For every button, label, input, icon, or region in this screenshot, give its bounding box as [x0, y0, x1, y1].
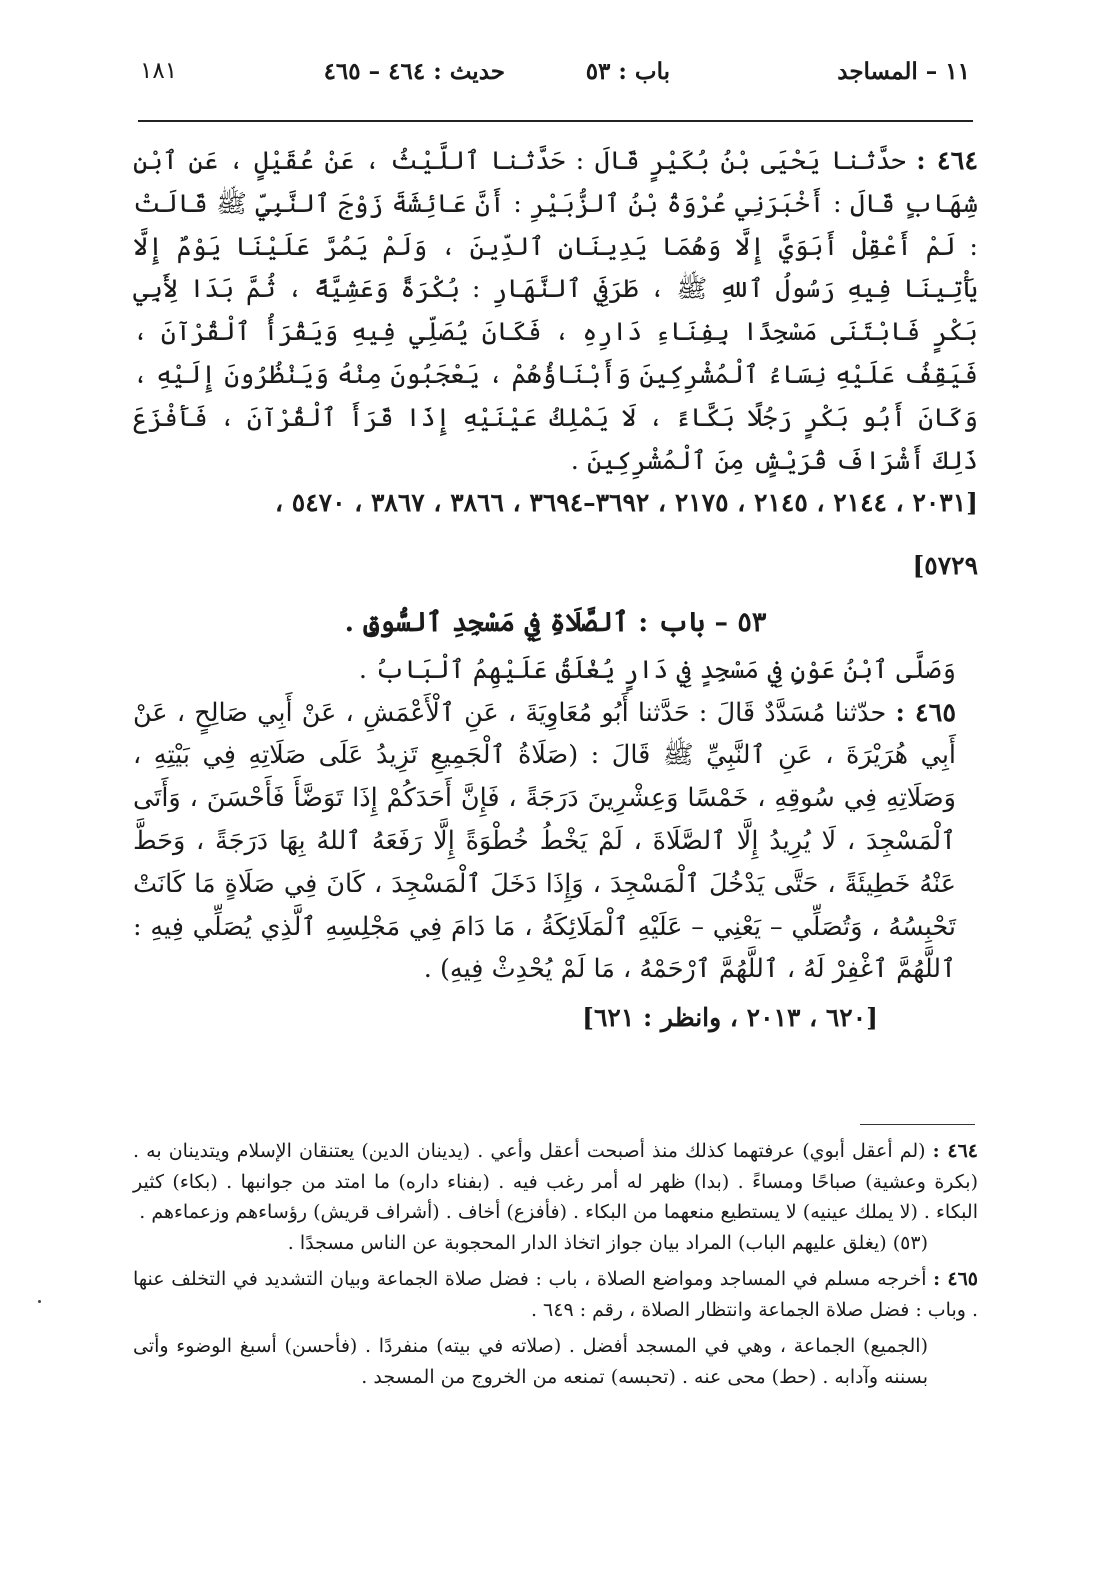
header-bab: باب : ٥٣	[585, 58, 670, 85]
footnote-divider	[860, 1124, 975, 1125]
hadith-464-text: حدَّثنا يَحْيَى بْنُ بُكَيْرٍ قَالَ : حَدَّثنا ٱللَّيْثُ ، عَنْ عُقَيْلٍ ، عَنِ ٱبْنِ شِهَابٍ قَالَ : أَخْبَرَنِي عُرْوَةُ بْنُ ٱلزُّبَيْرِ : أَنَّ عَائِشَةَ زَوْجَ ٱلنَّبِيِّ ﷺ قَالَتْ : لَمْ أَعْقِلْ أَبَوَيَّ إِلَّا وَهُمَا يَدِينَانِ ٱلدِّينَ ، وَلَمْ يَمُرَّ عَلَيْنَا يَوْمٌ إِلَّا يَأْتِينَا فِيهِ رَسُولُ ٱللهِ ﷺ ، طَرَفَيِ ٱلنَّهَارِ : بُكْرَةً وَعَشِيَّةً ، ثُمَّ بَدَا لِأَبِي بَكْرٍ فَابْتَنَى مَسْجِدًا بِفِنَاءِ دَارِهِ ، فَكَانَ يُصَلِّي فِيهِ وَيَقْرَأُ ٱلْقُرْآنَ ، فَيَقِفُ عَلَيْهِ نِسَاءُ ٱلْمُشْرِكِينَ وَأَبْنَاؤُهُمْ ، يَعْجَبُونَ مِنْهُ وَيَنْظُرُونَ إِلَيْهِ ، وَكَانَ أَبُو بَكْرٍ رَجُلًا بَكَّاءً ، لَا يَمْلِكُ عَيْنَيْهِ إِذَا قَرَأَ ٱلْقُرْآنَ ، فَأَفْزَعَ ذَلِكَ أَشْرَافَ قُرَيْشٍ مِنَ ٱلْمُشْرِكِينَ .	[133, 146, 978, 476]
main-text	[133, 140, 978, 1040]
hadith-465-refs: [٦٢٠ ، ٢٠١٣ ، وانظر : ٦٢١]	[582, 1003, 878, 1033]
hadith-465-number: ٤٦٥ :	[895, 697, 957, 728]
note-465-gloss: (الجميع) الجماعة ، وهي في المسجد أفضل . (صلاته في بيته) منفردًا . (فأحسن) أسبغ الوضوء وأتى بسننه وآدابه . (حط) محى عنه . (تحبسه) تمنعه من الخروج من المسجد .	[133, 1335, 928, 1388]
footnotes	[133, 1136, 978, 1392]
margin-speck	[38, 1300, 41, 1303]
note-465-text: أخرجه مسلم في المساجد ومواضع الصلاة ، باب : فضل صلاة الجماعة وبيان التشديد في التخلف عنها . وباب : فضل صلاة الجماعة وانتظار الصلاة ، رقم : ٦٤٩ .	[133, 1268, 978, 1321]
header-divider	[138, 120, 973, 122]
note-465-number: ٤٦٥ :	[933, 1268, 978, 1290]
header-hadith-range: حديث : ٤٦٤ – ٤٦٥	[323, 58, 505, 85]
hadith-464-refs-line1: [٢٠٣١ ، ٢١٤٤ ، ٢١٤٥ ، ٢١٧٥ ، ٣٦٩٢–٣٦٩٤ ، ٣٨٦٦ ، ٣٨٦٧ ، ٥٤٧٠ ،	[275, 488, 978, 518]
running-header	[140, 58, 970, 98]
bab-53-intro: وَصَلَّى ٱبْنُ عَوْنٍ فِي مَسْجِدٍ فِي دَارٍ يُغْلَقُ عَلَيْهِمُ ٱلْبَابُ .	[358, 654, 956, 685]
hadith-465	[133, 692, 978, 992]
hadith-464	[133, 140, 978, 482]
note-464	[133, 1136, 978, 1228]
hadith-464-refs-line2: ٥٧٢٩]	[912, 551, 978, 581]
note-53: (٥٣) (يغلق عليهم الباب) المراد بيان جواز اتخاذ الدار المحجوبة عن الناس مسجدًا .	[287, 1231, 928, 1254]
note-464-text: (لم أعقل أبوي) عرفتهما كذلك منذ أصبحت أعقل وأعي . (يدينان الدين) يعتنقان الإسلام ويتدينان به . (بكرة وعشية) صباحًا ومساءً . (بدا) ظهر له أمر رغب فيه . (بفناء داره) ما امتد من جوانبها . (بكاء) كثير البكاء . (لا يملك عينيه) لا يستطيع منعهما من البكاء . (فأفزع) أخاف . (أشراف قريش) رؤساءهم وزعماءهم .	[133, 1140, 978, 1223]
note-465	[133, 1264, 978, 1325]
page-number: ١٨١	[140, 58, 178, 84]
header-chapter: ١١ – المساجد	[837, 58, 970, 85]
note-464-number: ٤٦٤ :	[932, 1140, 978, 1162]
hadith-464-number: ٤٦٤ :	[916, 146, 979, 176]
hadith-465-text: حدّثنا مُسَدَّدٌ قَالَ : حَدَّثنا أَبُو مُعَاوِيَةَ ، عَنِ ٱلْأَعْمَشِ ، عَنْ أَبِي صَالِحٍ ، عَنْ أَبِي هُرَيْرَةَ ، عَنِ ٱلنَّبِيِّ ﷺ قَالَ : (صَلَاةُ ٱلْجَمِيعِ تَزِيدُ عَلَى صَلَاتِهِ فِي بَيْتِهِ ، وَصَلَاتِهِ فِي سُوقِهِ ، خَمْسًا وَعِشْرِينَ دَرَجَةً ، فَإِنَّ أَحَدَكُمْ إِذَا تَوَضَّأَ فَأَحْسَنَ ، وَأَتَى ٱلْمَسْجِدَ ، لَا يُرِيدُ إِلَّا ٱلصَّلَاةَ ، لَمْ يَخْطُ خُطْوَةً إِلَّا رَفَعَهُ ٱللهُ بِهَا دَرَجَةً ، وَحَطَّ عَنْهُ خَطِيئَةً ، حَتَّى يَدْخُلَ ٱلْمَسْجِدَ ، وَإِذَا دَخَلَ ٱلْمَسْجِدَ ، كَانَ فِي صَلَاةٍ مَا كَانَتْ تَحْبِسُهُ ، وَتُصَلِّي – يَعْنِي – عَلَيْهِ ٱلْمَلَائِكَةُ ، مَا دَامَ فِي مَجْلِسِهِ ٱلَّذِي يُصَلِّي فِيهِ : ٱللَّهُمَّ ٱغْفِرْ لَهُ ، ٱللَّهُمَّ ٱرْحَمْهُ ، مَا لَمْ يُحْدِثْ فِيهِ) .	[133, 697, 956, 985]
bab-53-title: ٥٣ – باب : ٱلصَّلَاةِ فِي مَسْجِدِ ٱلسُّوقِ .	[344, 606, 767, 638]
